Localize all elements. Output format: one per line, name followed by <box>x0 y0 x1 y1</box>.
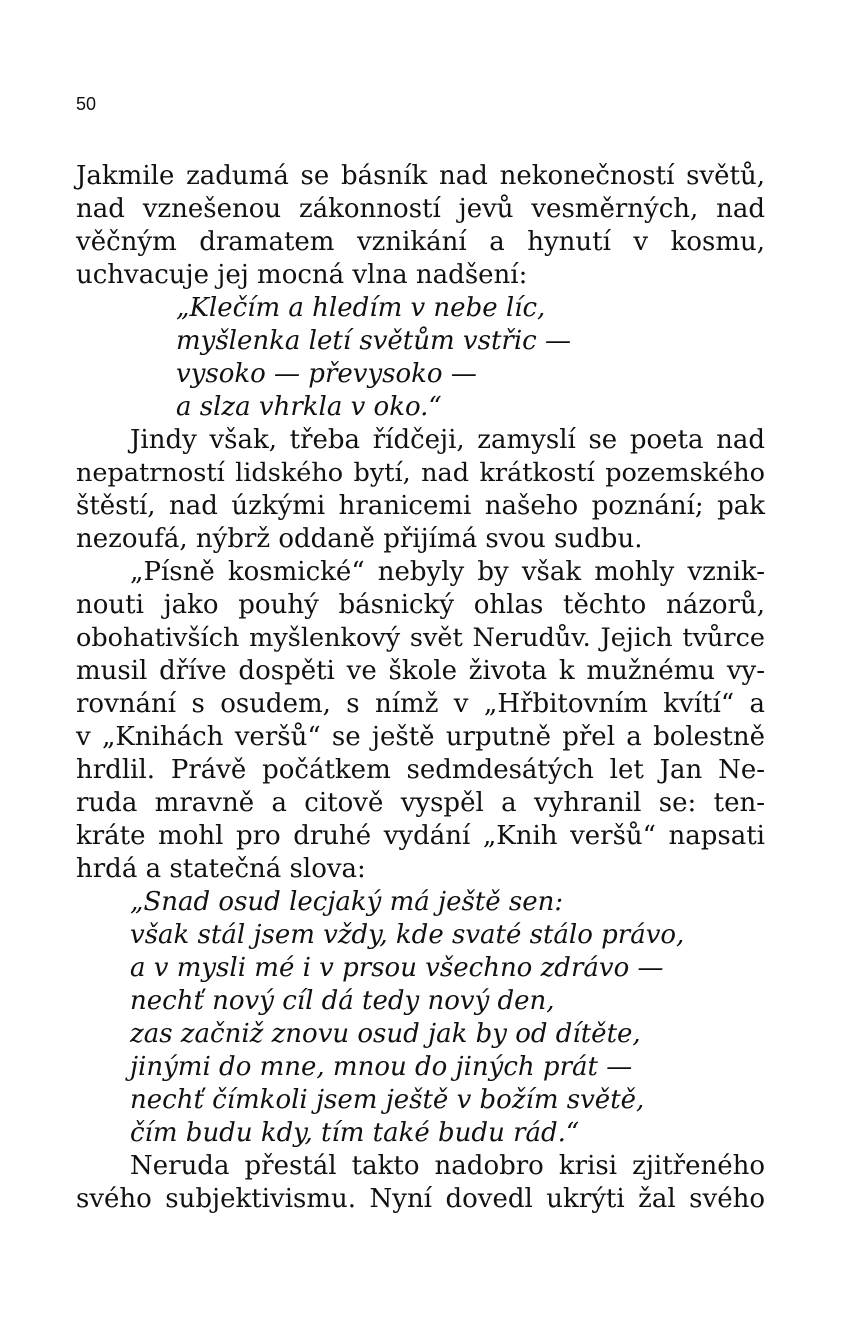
text-line: nad vznešenou zákonností jevů vesměrných, nad <box>76 194 765 224</box>
verse-line: a v mysli mé i v prsou všechno zdrávo — <box>130 953 664 983</box>
verse-line: „Snad osud lecjaký má ještě sen: <box>130 887 564 917</box>
verse-line: a slza vhrkla v oko.“ <box>176 392 442 422</box>
text-line: „Písně kosmické“ nebyly by však mohly vznik- <box>130 557 765 587</box>
text-line: hrdlil. Právě počátkem sedmdesátých let Jan Ne- <box>76 755 765 785</box>
verse-line: však stál jsem vždy, kde svaté stálo právo, <box>130 920 685 950</box>
text-line: Jindy však, třeba řídčeji, zamyslí se poeta nad <box>130 425 765 455</box>
text-line: musil dříve dospěti ve škole života k mužnému vy- <box>76 656 765 686</box>
text-line: nouti jako pouhý básnický ohlas těchto názorů, <box>76 590 765 620</box>
verse-line: „Klečím a hledím v nebe líc, <box>176 293 546 323</box>
text-line: svého subjektivismu. Nyní dovedl ukrýti žal svého <box>76 1184 765 1214</box>
text-line: Jakmile zadumá se básník nad nekonečností světů, <box>76 161 765 191</box>
text-line: nepatrností lidského bytí, nad krátkostí pozemského <box>76 458 765 488</box>
verse-line: nechť nový cíl dá tedy nový den, <box>130 986 555 1016</box>
verse-line: jinými do mne, mnou do jiných prát — <box>130 1052 633 1082</box>
verse-line: myšlenka letí světům vstřic — <box>176 326 571 356</box>
text-line: věčným dramatem vznikání a hynutí v kosmu, <box>76 227 765 257</box>
page-number: 50 <box>76 94 97 114</box>
text-line: kráte mohl pro druhé vydání „Knih veršů“ napsati <box>76 821 765 851</box>
text-line: hrdá a statečná slova: <box>76 854 366 884</box>
text-line: nezoufá, nýbrž oddaně přijímá svou sudbu. <box>76 524 643 554</box>
text-line: Neruda přestál takto nadobro krisi zjitřeného <box>130 1151 765 1181</box>
verse-line: vysoko — převysoko — <box>176 359 477 389</box>
text-line: v „Knihách veršů“ se ještě urputně přel a bolestně <box>76 722 765 752</box>
text-line: uchvacuje jej mocná vlna nadšení: <box>76 260 528 290</box>
text-line: štěstí, nad úzkými hranicemi našeho poznání; pak <box>76 491 765 521</box>
verse-line: nechť čímkoli jsem ještě v božím světě, <box>130 1085 645 1115</box>
text-line: rovnání s osudem, s nímž v „Hřbitovním kvítí“ a <box>76 689 765 719</box>
text-line: obohativších myšlenkový svět Nerudův. Jejich tvůrce <box>76 623 765 653</box>
verse-line: čím budu kdy, tím také budu rád.“ <box>130 1118 580 1148</box>
text-line: ruda mravně a citově vyspěl a vyhranil se: ten- <box>76 788 765 818</box>
verse-line: zas začniž znovu osud jak by od dítěte, <box>130 1019 641 1049</box>
